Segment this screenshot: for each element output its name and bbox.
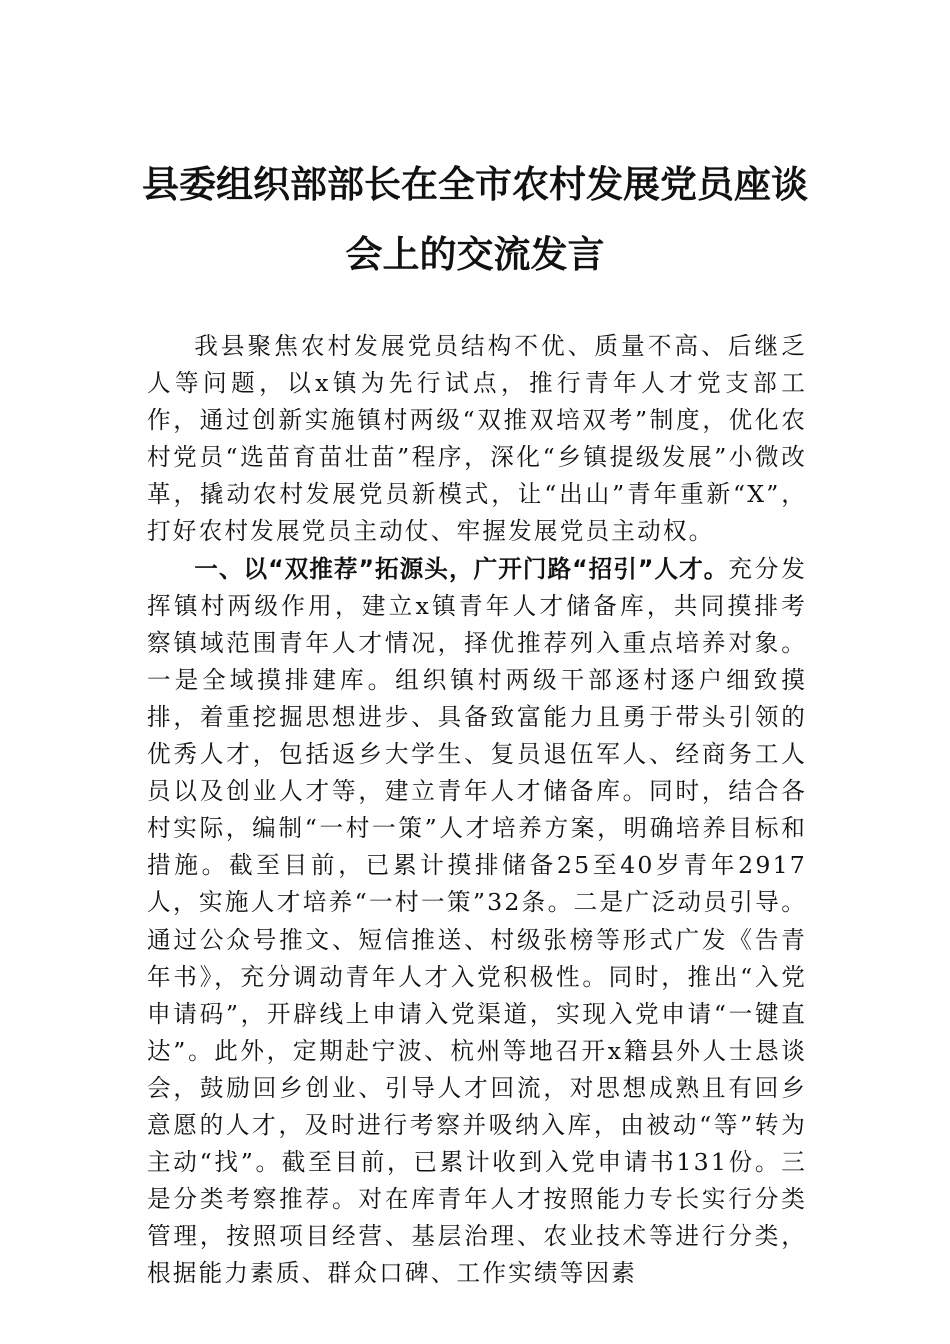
section-1-body: 充分发挥镇村两级作用，建立x镇青年人才储备库，共同摸排考察镇域范围青年人才情况，择优推荐列入重点培养对象。一是全域摸排建库。组织镇村两级干部逐村逐户细致摸排，着重挖掘思想进步、具备致富能力且勇于带头引领的优秀人才，包括返乡大学生、复员退伍军人、经商务工人员以及创业人才等，建立青年人才储备库。同时，结合各村实际，编制“一村一策”人才培养方案，明确培养目标和措施。截至目前，已累计摸排储备25至40岁青年2917人，实施人才培养“一村一策”32条。二是广泛动员引导。通过公众号推文、短信推送、村级张榜等形式广发《告青年书》，充分调动青年人才入党积极性。同时，推出“入党申请码”，开辟线上申请入党渠道，实现入党申请“一键直达”。此外，定期赴宁波、杭州等地召开x籍县外人士恳谈会，鼓励回乡创业、引导人才回流，对思想成熟且有回乡意愿的人才，及时进行考察并吸纳入库，由被动“等”转为主动“找”。截至目前，已累计收到入党申请书131份。三是分类考察推荐。对在库青年人才按照能力专长实行分类管理，按照项目经营、基层治理、农业技术等进行分类，根据能力素质、群众口碑、工作实绩等因素	[147, 554, 807, 1288]
section-1-paragraph	[147, 551, 807, 1293]
document-body	[147, 328, 807, 1292]
document-title-line-2: 会上的交流发言	[345, 233, 605, 276]
section-1-heading: 一、以“双推荐”拓源头，广开门路“招引”人才。	[194, 554, 729, 583]
intro-paragraph: 我县聚焦农村发展党员结构不优、质量不高、后继乏人等问题，以x镇为先行试点，推行青年人才党支部工作，通过创新实施镇村两级“双推双培双考”制度，优化农村党员“选苗育苗壮苗”程序，深化“乡镇提级发展”小微改革，撬动农村发展党员新模式，让“出山”青年重新“X”，打好农村发展党员主动仗、牢握发展党员主动权。	[147, 332, 807, 546]
document-title-line-1: 县委组织部部长在全市农村发展党员座谈	[142, 163, 808, 206]
